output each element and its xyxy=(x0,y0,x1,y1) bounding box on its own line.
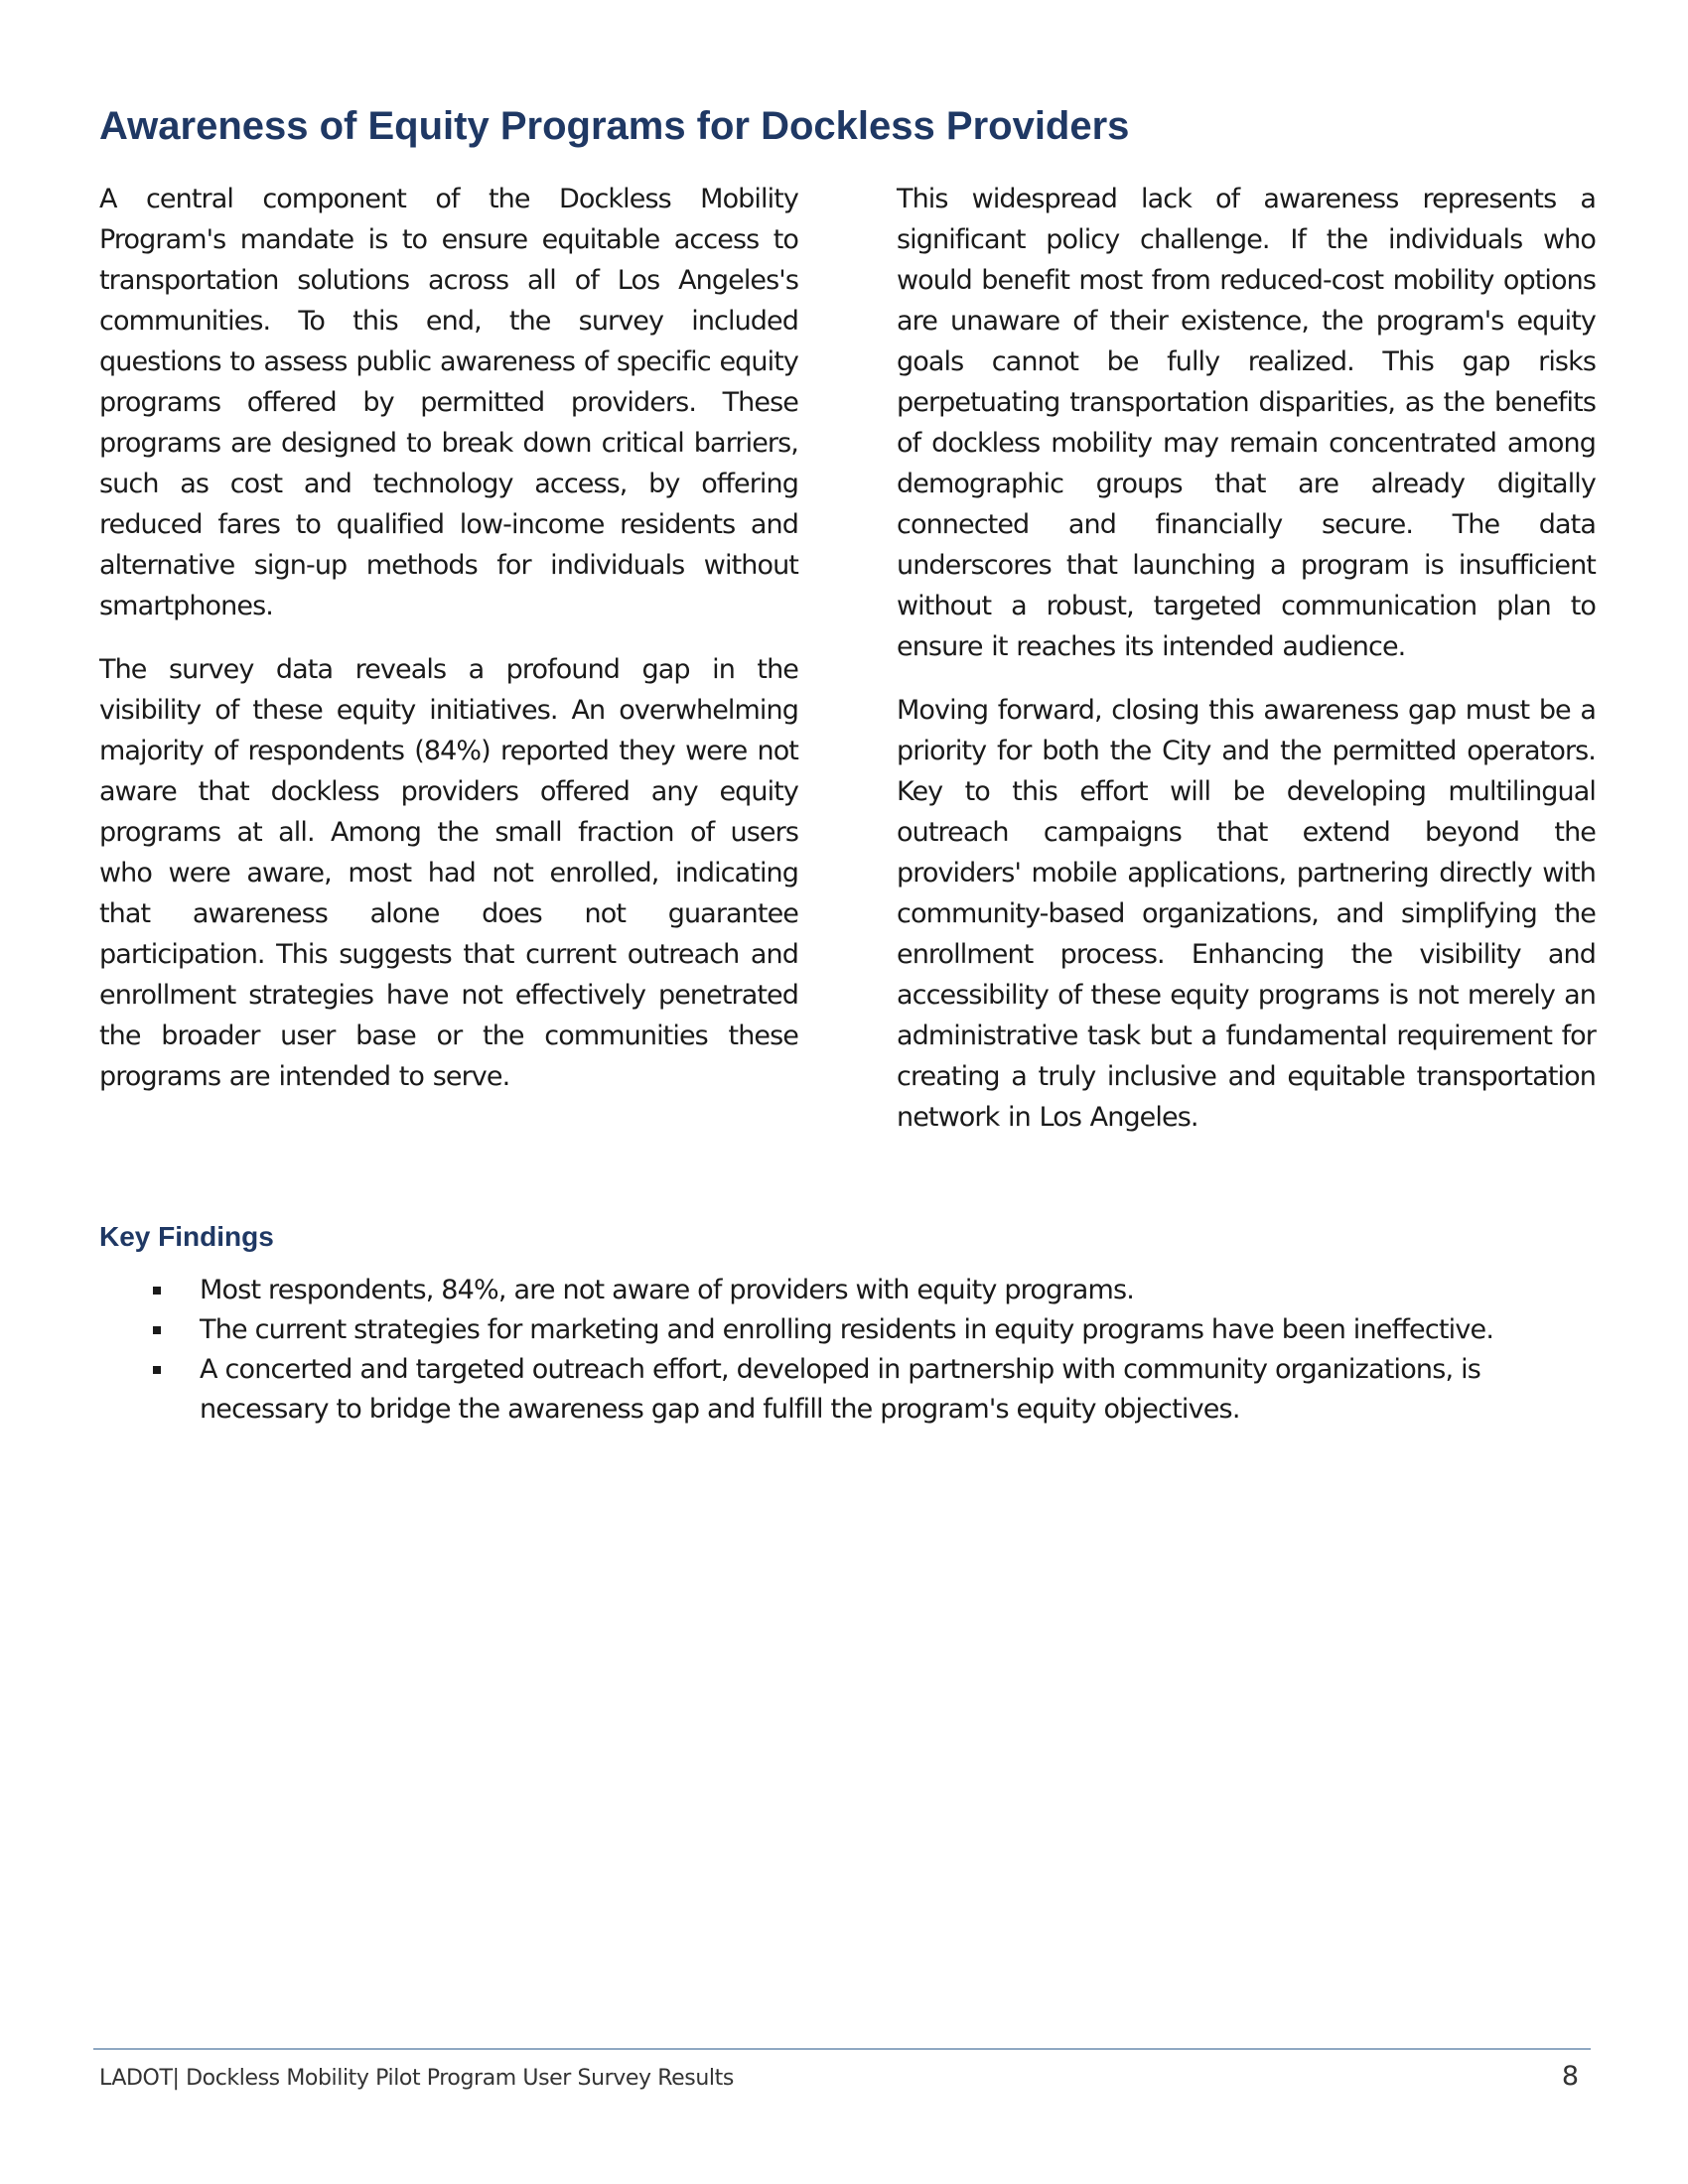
list-item-text: Most respondents, 84%, are not aware of providers with equity programs. xyxy=(200,1275,1135,1305)
page-number: 8 xyxy=(1561,2061,1579,2092)
page-heading: Awareness of Equity Programs for Dockless Providers xyxy=(99,104,1130,148)
list-item-text: A concerted and targeted outreach effort, developed in partnership with community organizations, is necessary to bridge the awareness gap and fulfill the program's equity objectives. xyxy=(200,1354,1481,1425)
body-paragraph: Moving forward, closing this awareness gap must be a priority for both the City and the permitted operators. Key to this effort will be developing multilingual outreach campaigns that extend beyond the providers' mobile applications, partnering directly with community-based organizations, and simplifying the enrollment process. Enhancing the visibility and accessibility of these equity programs is not merely an administrative task but a fundamental requirement for creating a truly inclusive and equitable transportation network in Los Angeles. xyxy=(897,695,1596,1133)
square-bullet-icon xyxy=(153,1287,161,1295)
list-item xyxy=(99,1310,1529,1350)
footer-divider xyxy=(93,2048,1591,2050)
square-bullet-icon xyxy=(153,1366,161,1374)
body-paragraph: The survey data reveals a profound gap in the visibility of these equity initiatives. An overwhelming majority of respondents (84%) reported they were not aware that dockless providers offered any equity programs at all. Among the small fraction of users who were aware, most had not enrolled, indicating that awareness alone does not guarantee participation. This suggests that current outreach and enrollment strategies have not effectively penetrated the broader user base or the communities these programs are intended to serve. xyxy=(99,654,798,1092)
key-findings-list xyxy=(99,1271,1529,1430)
key-findings-title: Key Findings xyxy=(99,1221,274,1252)
footer-text: LADOT| Dockless Mobility Pilot Program User Survey Results xyxy=(99,2066,734,2091)
right-column xyxy=(897,179,1596,1160)
list-item-text: The current strategies for marketing and enrolling residents in equity programs have been ineffective. xyxy=(200,1314,1494,1345)
body-paragraph: A central component of the Dockless Mobility Program's mandate is to ensure equitable access to transportation solutions across all of Los Angeles's communities. To this end, the survey included questions to assess public awareness of specific equity programs offered by permitted providers. These programs are designed to break down critical barriers, such as cost and technology access, by offering reduced fares to qualified low-income residents and alternative sign-up methods for individuals without smartphones. xyxy=(99,184,798,621)
left-column xyxy=(99,179,798,1120)
list-item xyxy=(99,1350,1529,1430)
body-paragraph: This widespread lack of awareness represents a significant policy challenge. If the individuals who would benefit most from reduced-cost mobility options are unaware of their existence, the program's equity goals cannot be fully realized. This gap risks perpetuating transportation disparities, as the benefits of dockless mobility may remain concentrated among demographic groups that are already digitally connected and financially secure. The data underscores that launching a program is insufficient without a robust, targeted communication plan to ensure it reaches its intended audience. xyxy=(897,184,1596,662)
square-bullet-icon xyxy=(153,1326,161,1334)
list-item xyxy=(99,1271,1529,1310)
